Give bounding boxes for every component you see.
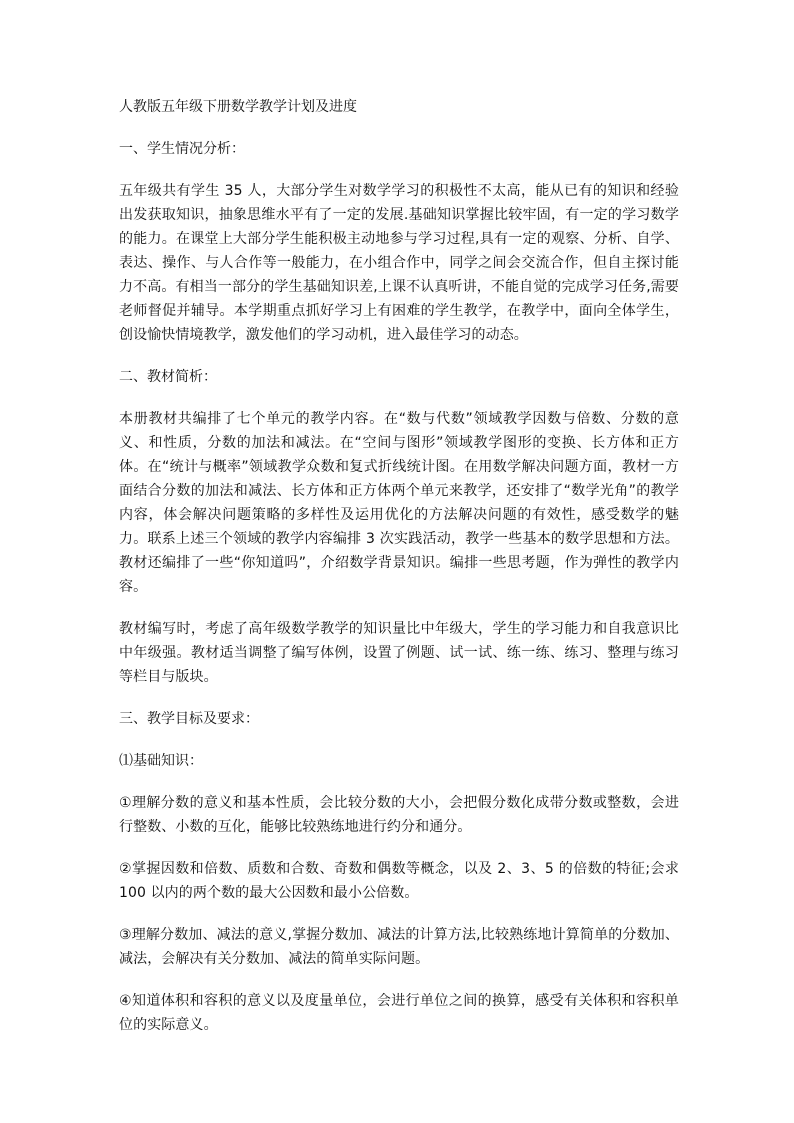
goal-item: ④知道体积和容积的意义以及度量单位，会进行单位之间的换算，感受有关体积和容积单位的实际意义。 bbox=[119, 993, 679, 1033]
section-heading-student-analysis: 一、学生情况分析： bbox=[119, 141, 245, 157]
paragraph-student-analysis: 五年级共有学生 35 人，大部分学生对数学学习的积极性不太高，能从已有的知识和经验出发获取知识，抽象思维水平有了一定的发展.基础知识掌握比较牢固，有一定的学习数学的能力。在课堂上大部分学生能积极主动地参与学习过程,具有一定的观察、分析、自学、表达、操作、与人合作等一般能力，在小组合作中，同学之间会交流合作，但自主探讨能力不高。有相当一部分的学生基础知识差,上课不认真听讲，不能自觉的完成学习任务,需要老师督促并辅导。本学期重点抓好学习上有困难的学生教学，在教学中，面向全体学生，创设愉快情境教学，激发他们的学习动机，进入最佳学习的动态。 bbox=[119, 183, 679, 343]
document-body bbox=[119, 95, 679, 1055]
paragraph-textbook-content: 本册教材共编排了七个单元的教学内容。在“数与代数”领域教学因数与倍数、分数的意义、和性质，分数的加法和减法。在“空间与图形”领域教学图形的变换、长方体和正方体。在“统计与概率”领域教学众数和复式折线统计图。在用数学解决问题方面，教材一方面结合分数的加法和减法、长方体和正方体两个单元来教学，还安排了“数学光角”的教学内容，体会解决问题策略的多样性及运用优化的方法解决问题的有效性，感受数学的魅力。联系上述三个领域的教学内容编排 3 次实践活动，教学一些基本的数学思想和方法。教材还编排了一些“你知道吗”，介绍数学背景知识。编排一些思考题，作为弹性的教学内容。 bbox=[119, 411, 679, 595]
goal-item: ②掌握因数和倍数、质数和合数、奇数和偶数等概念，以及 2、3、5 的倍数的特征;会求 100 以内的两个数的最大公因数和最小公倍数。 bbox=[119, 861, 679, 901]
section-heading-textbook-analysis: 二、教材简析： bbox=[119, 369, 217, 385]
subheading-basic-knowledge: ⑴基础知识： bbox=[119, 753, 203, 769]
section-heading-teaching-goals: 三、教学目标及要求： bbox=[119, 711, 259, 727]
goal-item: ①理解分数的意义和基本性质，会比较分数的大小，会把假分数化成带分数或整数，会进行整数、小数的互化，能够比较熟练地进行约分和通分。 bbox=[119, 795, 679, 835]
document-title: 人教版五年级下册数学教学计划及进度 bbox=[119, 99, 357, 115]
paragraph-textbook-writing: 教材编写时，考虑了高年级数学教学的知识量比中年级大，学生的学习能力和自我意识比中年级强。教材适当调整了编写体例，设置了例题、试一试、练一练、练习、整理与练习等栏目与版块。 bbox=[119, 621, 679, 685]
goal-item: ③理解分数加、减法的意义,掌握分数加、减法的计算方法,比较熟练地计算简单的分数加、减法，会解决有关分数加、减法的简单实际问题。 bbox=[119, 927, 679, 967]
